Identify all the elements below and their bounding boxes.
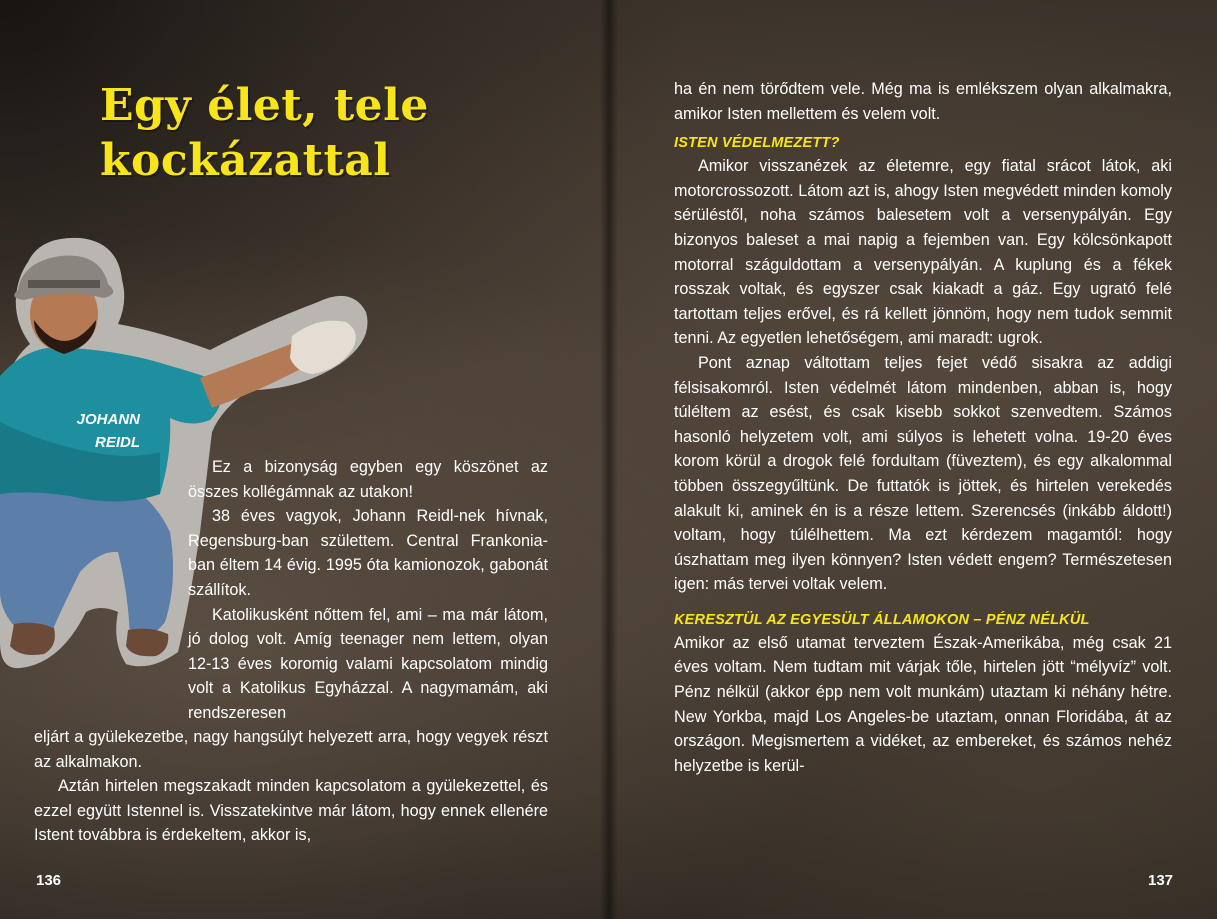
photo-caption <box>40 408 140 454</box>
paragraph: Amikor visszanézek az életemre, egy fiatal srácot látok, aki motorcrossozott. Látom azt is, ahogy Isten megvédett minden komoly sérüléstől, noha számos balesetem volt a versenypályán. Egy bizonyos baleset a mai napig a fejemben van. Egy kölcsönkapott motorral száguldottam a versenypályán. A kuplung és a fékek rosszak voltak, és egyszer csak kiakadt a gáz. Egy ugrató felé tartottam teljes erővel, és rá kellett jönnöm, hogy nem tudok semmit tenni. Az egyetlen lehetőségem, ami maradt: ugrok. <box>674 157 1172 348</box>
paragraph: Ez a bizonyság egyben egy köszönet az összes kollégámnak az utakon! <box>188 458 548 501</box>
paragraph: 38 éves vagyok, Johann Reidl-nek hívnak, Regensburg-ban születtem. Central Frankonia-ban éltem 14 évig. 1995 óta kamionozok, gabonát szállítok. <box>188 507 548 599</box>
paragraph: Aztán hirtelen megszakadt minden kapcsolatom a gyülekezettel, és ezzel együtt Istennel is. Visszatekintve már látom, hogy ennek ellenére Istent továbbra is érdekeltem, akkor is, <box>34 777 548 845</box>
left-column-narrow <box>188 455 548 726</box>
photo-boot-left <box>10 623 55 655</box>
caption-last-name: REIDL <box>95 434 140 451</box>
right-column <box>674 77 1172 778</box>
page-number-right: 137 <box>1148 872 1174 889</box>
page-number-left: 136 <box>36 872 62 889</box>
section-heading: ISTEN VÉDELMEZETT? <box>674 135 840 152</box>
photo-boot-right <box>126 629 168 657</box>
paragraph: Katolikusként nőttem fel, ami – ma már látom, jó dolog volt. Amíg teenager nem lettem, olyan 12-13 éves koromig valami kapcsolatom mindig volt a Katolikus Egyházzal. A nagymamám, aki rendszeresen <box>188 605 548 722</box>
paragraph: Pont aznap váltottam teljes fejet védő sisakra az addigi félsisakomról. Isten védelmét látom mindenben, abban is, hogy túléltem az esést, és csak kisebb sokkot szenvedtem. Számos hasonló helyzetem volt, ami súlyos is lehetett volna. 19-20 éves korom körül a drogok felé fordultam (füveztem), és egy alkalommal többen összegyűltünk. De futtatók is jöttek, és hirtelen verekedés alakult ki, aminek én is a része lettem. Szerencsés (inkább áldott!) voltam, hogy túlélhettem. Ma ezt kérdezem magamtól: hogy úszhattam meg ilyen könnyen? Isten védett engem? Természetesen igen: más tervei voltak velem. <box>674 353 1172 594</box>
caption-first-name: JOHANN <box>76 411 140 428</box>
paragraph-continued: ha én nem törődtem vele. Még ma is emlékszem olyan alkalmakra, amikor Isten mellettem és velem volt. <box>674 80 1172 123</box>
section-heading: KERESZTÜL AZ EGYESÜLT ÁLLAMOKON – PÉNZ NÉLKÜL <box>674 611 1090 628</box>
page-gutter <box>600 0 618 919</box>
article-title: Egy élet, tele kockázattal <box>100 80 429 186</box>
paragraph: Amikor az első utamat terveztem Észak-Amerikába, még csak 21 éves voltam. Nem tudtam mit várjak tőle, hirtelen jött “mélyvíz” volt. Pénz nélkül (akkor épp nem volt munkám) utaztam ki néhány hétre. New Yorkba, majd Los Angeles-be utaztam, onnan Floridába, át az országon. Megismertem a vidéket, az embereket, és számos nehéz helyzetbe is kerül- <box>674 633 1172 775</box>
paragraph-continued: eljárt a gyülekezetbe, nagy hangsúlyt helyezett arra, hogy vegyek részt az alkalmakon. <box>34 728 548 771</box>
left-column-full <box>34 725 548 848</box>
